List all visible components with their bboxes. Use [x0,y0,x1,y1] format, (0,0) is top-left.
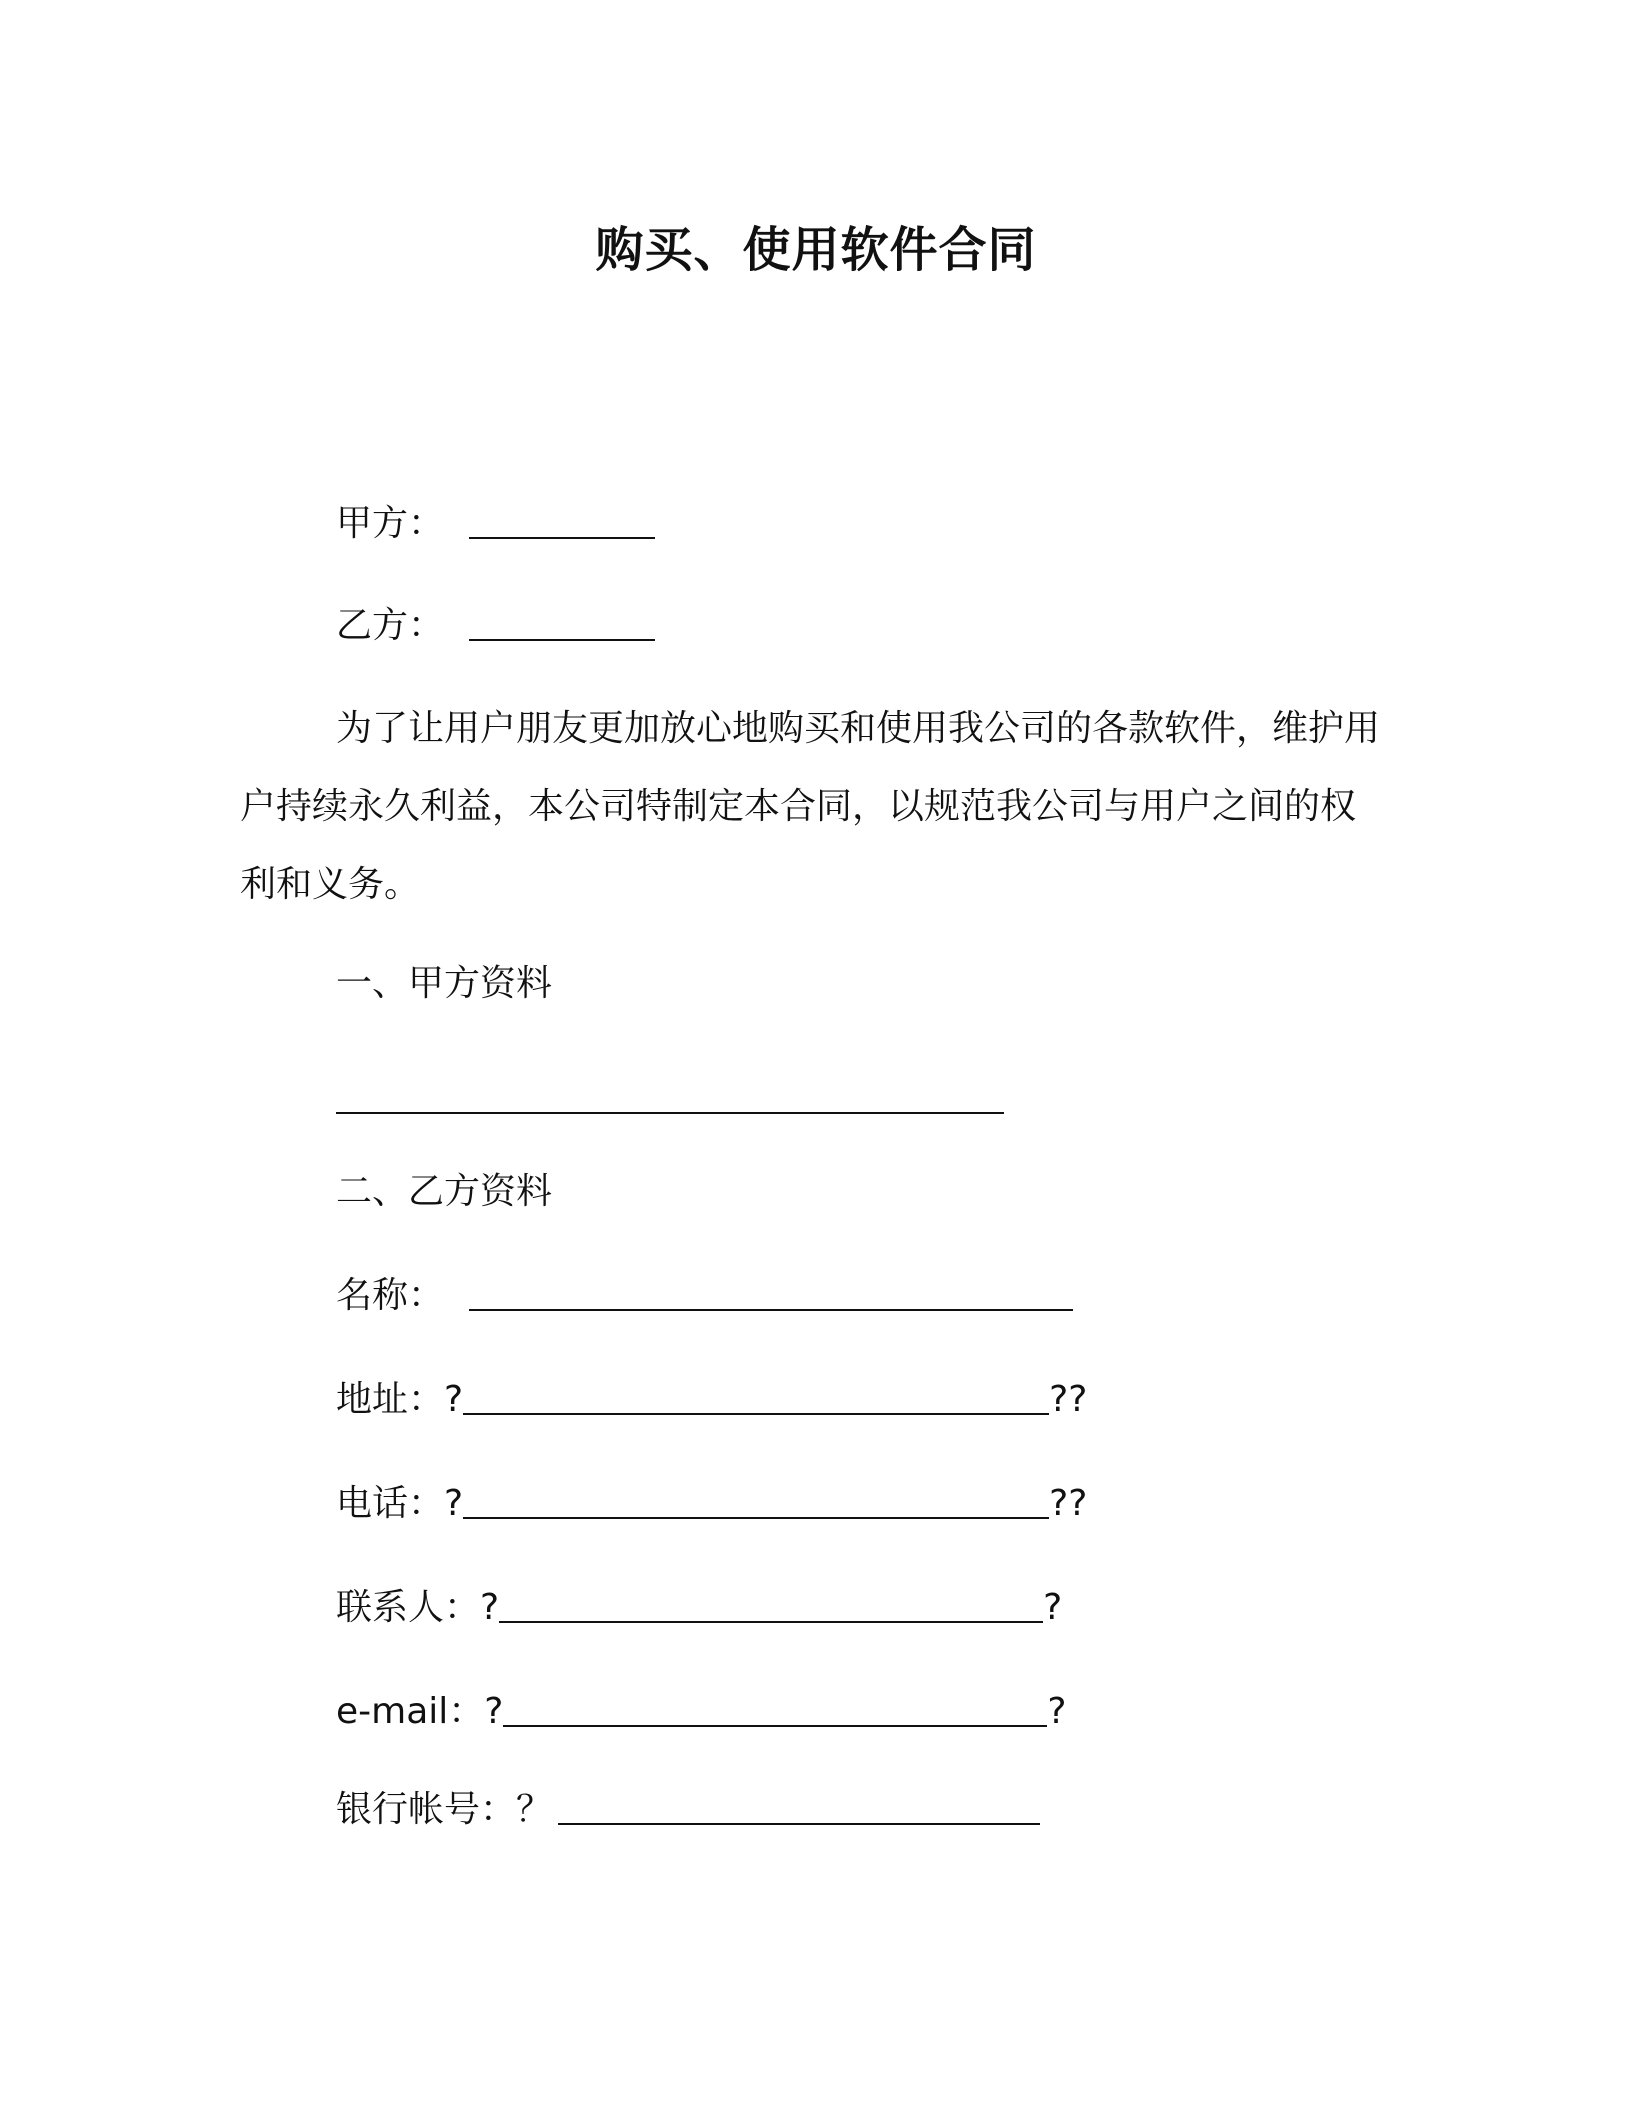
bank-blank[interactable] [558,1793,1040,1825]
party-a-info-blank[interactable] [336,1112,1004,1114]
party-b-blank[interactable] [469,609,655,641]
email-blank[interactable] [503,1695,1047,1727]
phone-line [336,1480,1087,1528]
party-a-label: 甲方： [336,503,445,544]
party-b-label: 乙方： [336,605,445,646]
contact-suffix: ? [1043,1587,1063,1628]
email-label: e-mail：? [336,1691,504,1732]
intro-paragraph: 为了让用户朋友更加放心地购买和使用我公司的各款软件，维护用户持续永久利益，本公司特制定本合同，以规范我公司与用户之间的权利和义务。 [240,708,1381,905]
address-suffix: ?? [1049,1379,1088,1420]
bank-label: 银行帐号：？ [336,1789,553,1830]
email-suffix: ? [1047,1691,1067,1732]
name-blank[interactable] [469,1279,1073,1311]
phone-blank[interactable] [463,1487,1049,1519]
phone-suffix: ?? [1049,1483,1088,1524]
section2-heading: 二、乙方资料 [336,1171,553,1212]
party-a-blank[interactable] [469,507,655,539]
party-b-line [336,602,655,650]
contact-blank[interactable] [499,1591,1043,1623]
section1-heading: 一、甲方资料 [336,963,553,1004]
address-blank[interactable] [463,1383,1049,1415]
address-label: 地址：? [336,1379,464,1420]
party-a-line [336,500,655,548]
name-label: 名称： [336,1275,445,1316]
name-line [336,1272,1073,1320]
bank-line [336,1786,1040,1834]
document-title: 购买、使用软件合同 [595,222,1037,278]
contact-label: 联系人：? [336,1587,500,1628]
email-line [336,1688,1067,1736]
contact-line [336,1584,1062,1632]
address-line [336,1376,1087,1424]
phone-label: 电话：? [336,1483,464,1524]
